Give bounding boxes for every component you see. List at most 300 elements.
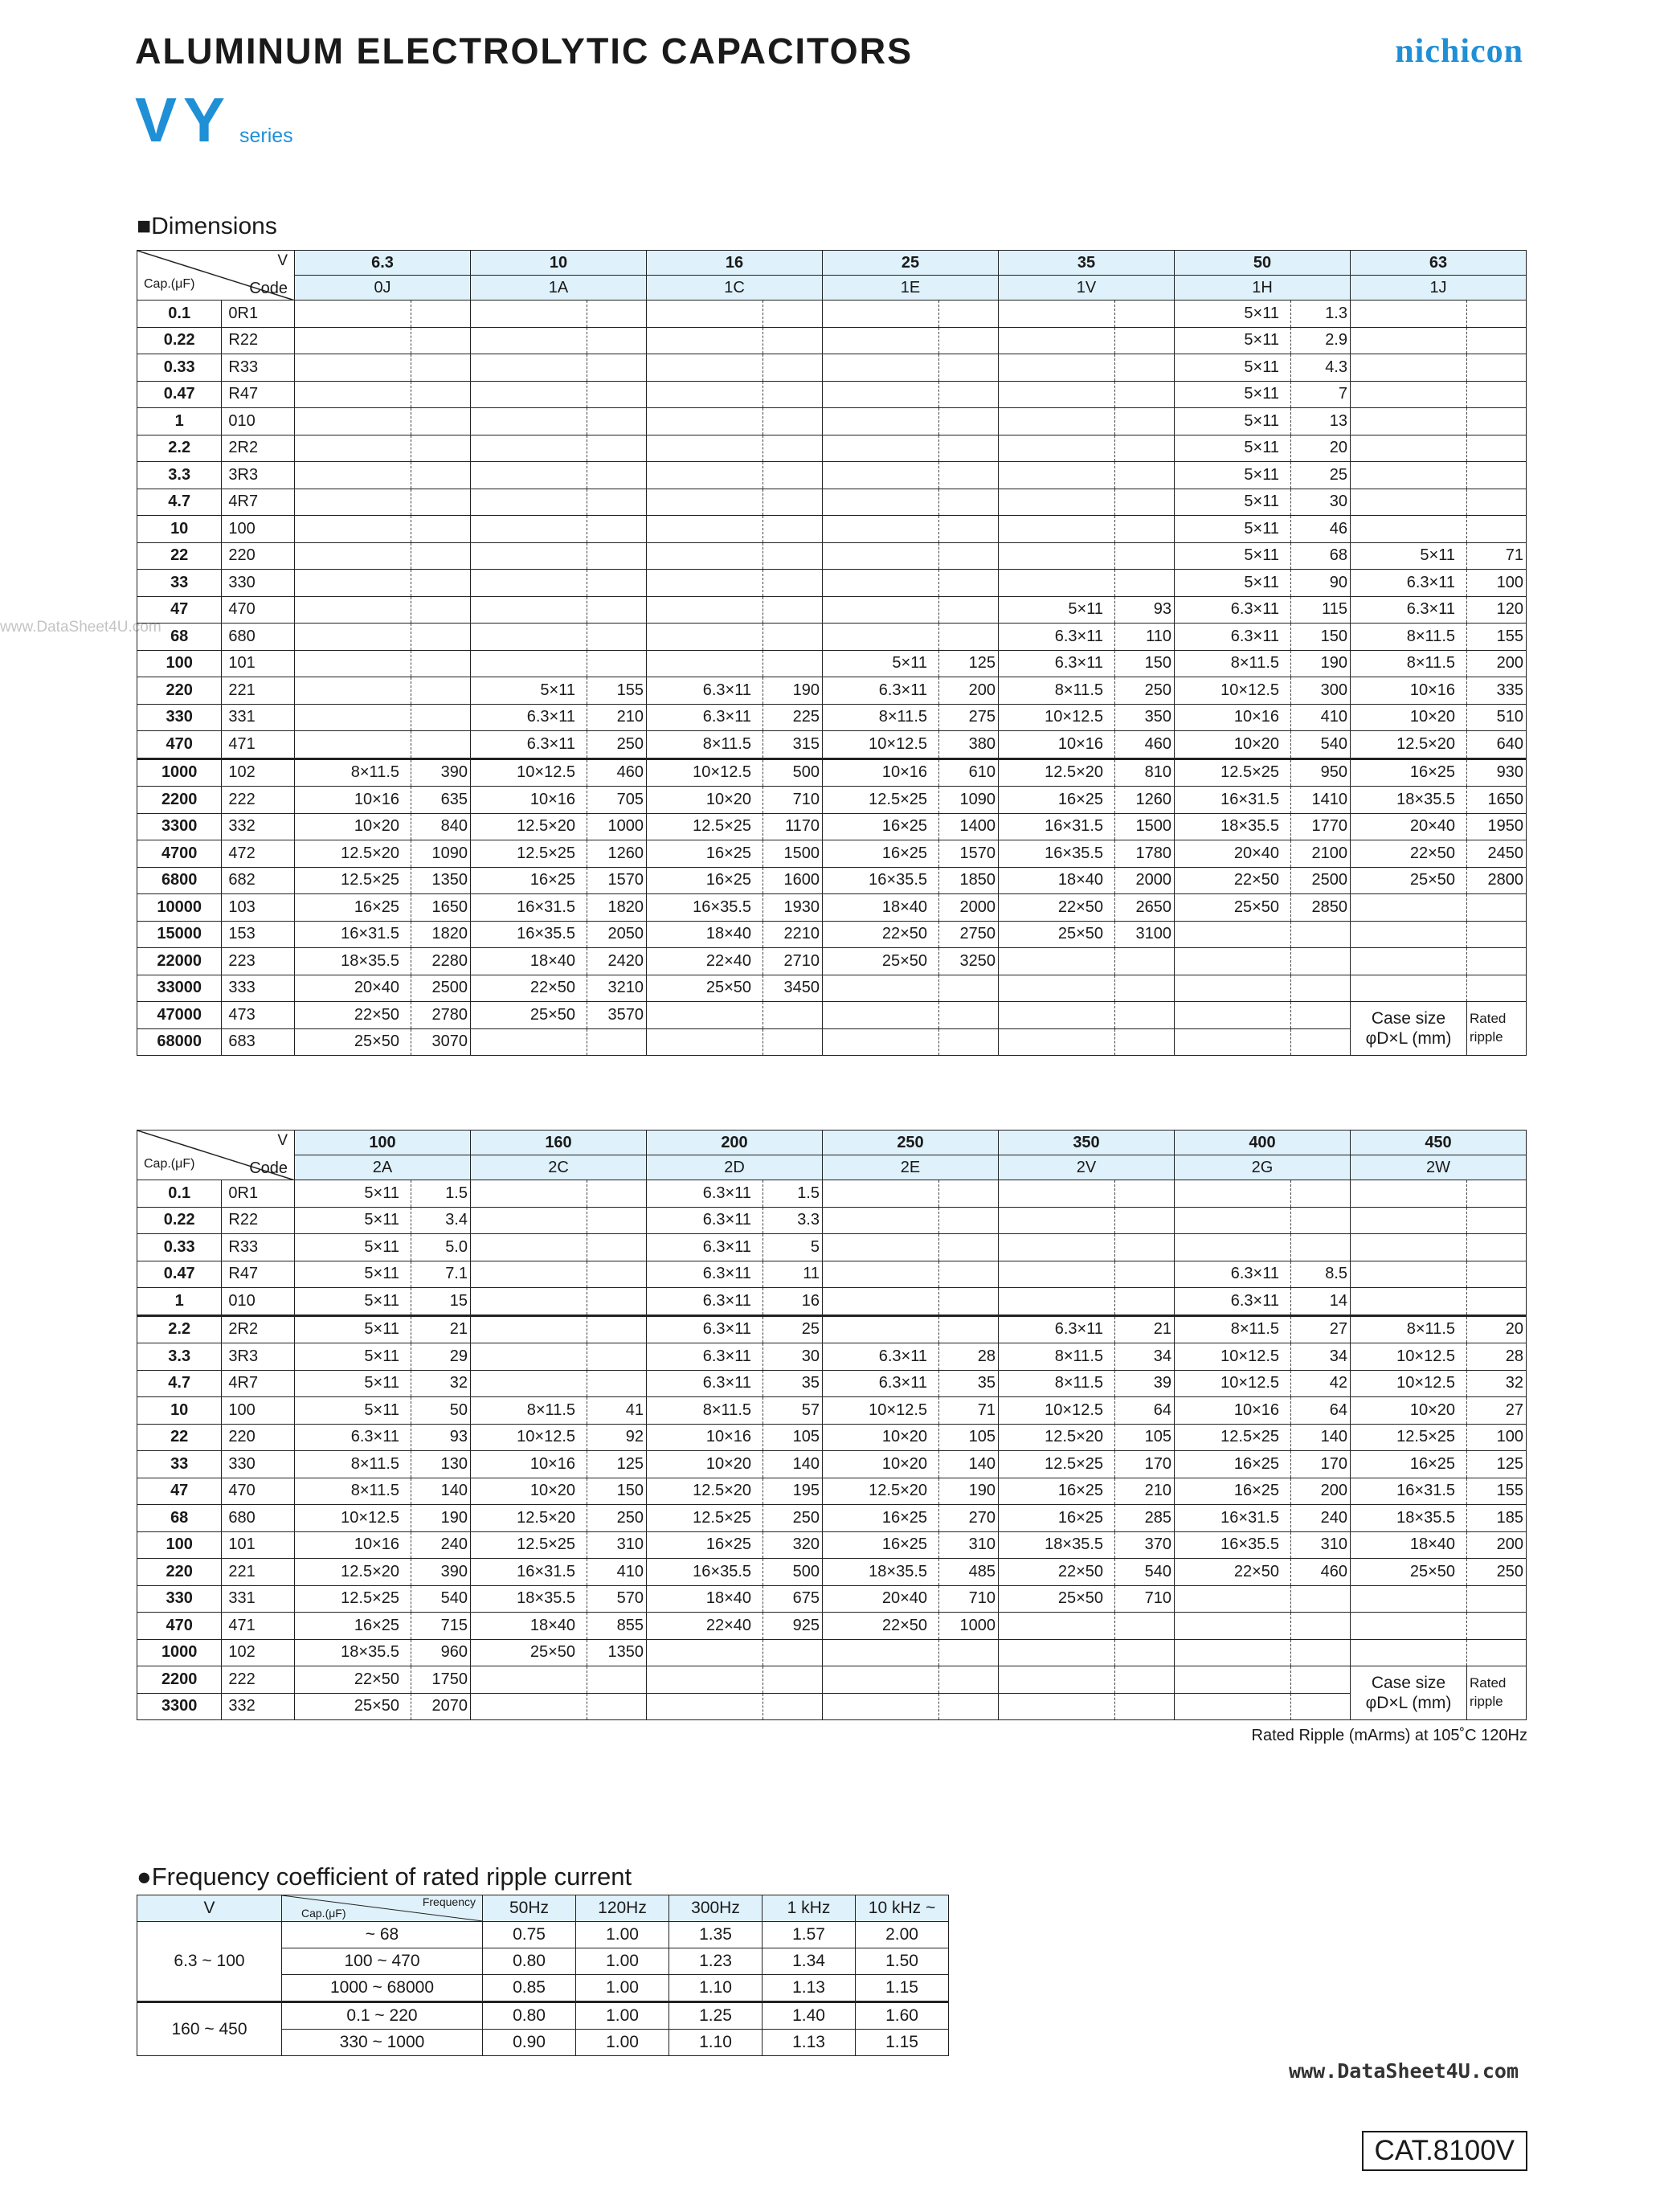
case-size-cell: 8×11.5 (471, 1397, 587, 1425)
ripple-cell (939, 1028, 999, 1056)
ripple-cell: 310 (587, 1531, 647, 1559)
case-size-cell: 18×40 (471, 948, 587, 975)
ripple-cell: 3450 (763, 975, 823, 1002)
case-size-cell: 8×11.5 (1351, 650, 1467, 677)
capacitance-cell-inner (137, 1694, 294, 1720)
ripple-cell: 485 (939, 1559, 999, 1586)
capacitance-cell-inner (137, 814, 294, 840)
case-size-cell (647, 542, 763, 570)
ripple-cell: 960 (411, 1639, 471, 1666)
capacitance-cell-inner (137, 705, 294, 731)
case-size-cell: 6.3×11 (1175, 624, 1291, 651)
capacitance-value: 33 (170, 573, 189, 591)
table-row (137, 1234, 1527, 1261)
ripple-cell: 185 (1467, 1505, 1527, 1532)
capacitance-code: 473 (221, 1002, 294, 1028)
case-size-cell: 5×11 (1175, 354, 1291, 382)
ripple-cell: 30 (763, 1343, 823, 1371)
case-size-cell: 6.3×11 (647, 1261, 763, 1288)
case-size-cell: 16×25 (647, 1531, 763, 1559)
ripple-cell (1467, 975, 1527, 1002)
table-row (137, 1922, 949, 1948)
case-size-cell (823, 462, 939, 489)
case-size-cell: 10×12.5 (1175, 1343, 1291, 1371)
capacitance-code: 0R1 (221, 301, 294, 327)
ripple-cell (1115, 570, 1175, 597)
ripple-cell: 190 (411, 1505, 471, 1532)
case-size-cell: 8×11.5 (1175, 1315, 1291, 1343)
catalog-number: CAT.8100V (1362, 2131, 1527, 2171)
capacitance-cell-inner (137, 948, 294, 975)
ripple-cell: 200 (1467, 650, 1527, 677)
case-size-cell (1175, 1002, 1291, 1029)
capacitance-range: 330 ~ 1000 (282, 2030, 483, 2056)
case-size-cell (999, 327, 1115, 354)
capacitance-value: 47 (170, 1482, 189, 1500)
case-size-cell (471, 596, 587, 624)
ripple-cell (411, 462, 471, 489)
case-size-cell: 10×20 (823, 1424, 939, 1451)
capacitance-cell-inner (137, 1371, 294, 1397)
ripple-cell (1467, 1288, 1527, 1316)
capacitance-cell (137, 1207, 295, 1234)
case-size-cell: 25×50 (823, 948, 939, 975)
ripple-cell (1115, 1261, 1175, 1288)
capacitance-cell (137, 840, 295, 868)
case-size-cell (999, 975, 1115, 1002)
ripple-cell: 1260 (1115, 787, 1175, 814)
ripple-cell: 120 (1467, 596, 1527, 624)
capacitance-code: 102 (221, 760, 294, 787)
ripple-cell (1291, 948, 1351, 975)
ripple-cell: 1350 (411, 867, 471, 894)
frequency-header: 300Hz (669, 1895, 763, 1922)
case-size-cell (1351, 1234, 1467, 1261)
corner-voltage-label: V (277, 1132, 288, 1149)
ripple-cell: 335 (1467, 677, 1527, 705)
capacitance-value: 68 (170, 627, 189, 645)
ripple-cell (1291, 1585, 1351, 1613)
capacitance-value: 4700 (161, 844, 198, 862)
capacitance-code: 331 (221, 705, 294, 731)
capacitance-code: 331 (221, 1586, 294, 1613)
capacitance-cell (137, 327, 295, 354)
capacitance-cell-inner (137, 1397, 294, 1424)
case-size-cell (647, 650, 763, 677)
ripple-cell (1115, 542, 1175, 570)
capacitance-value: 0.1 (168, 1184, 191, 1202)
ripple-cell: 41 (587, 1397, 647, 1425)
ripple-cell (411, 704, 471, 731)
capacitance-code: 471 (221, 731, 294, 758)
ripple-cell (411, 489, 471, 516)
case-size-cell: 25×50 (1351, 1559, 1467, 1586)
table-row (137, 1002, 1527, 1029)
table-row (137, 462, 1527, 489)
ripple-cell: 2850 (1291, 894, 1351, 922)
coefficient-cell: 1.10 (669, 2030, 763, 2056)
ripple-cell: 13 (1291, 408, 1351, 435)
case-size-cell (1351, 381, 1467, 408)
case-size-cell: 16×31.5 (1351, 1478, 1467, 1505)
ripple-cell (763, 650, 823, 677)
coefficient-cell: 1.15 (856, 1975, 949, 2002)
bullet-icon: ● (137, 1862, 152, 1891)
capacitance-cell-inner (137, 1613, 294, 1639)
ripple-cell (587, 1028, 647, 1056)
case-size-cell (1175, 1180, 1291, 1208)
ripple-cell (939, 1234, 999, 1261)
ripple-cell: 1260 (587, 840, 647, 868)
ripple-cell (411, 624, 471, 651)
voltage-code-header: 2G (1175, 1155, 1351, 1180)
ripple-cell (587, 570, 647, 597)
ripple-cell (1291, 1613, 1351, 1640)
case-size-cell (295, 408, 411, 435)
ripple-cell (411, 596, 471, 624)
case-size-cell: 6.3×11 (647, 1315, 763, 1343)
capacitance-cell-inner (137, 1288, 294, 1315)
capacitance-code: 680 (221, 1505, 294, 1531)
legend-dimension-label: φD×L (mm) (1365, 1029, 1452, 1048)
ripple-cell (763, 301, 823, 328)
ripple-cell (763, 354, 823, 382)
case-size-cell (823, 1028, 939, 1056)
table-row (137, 731, 1527, 759)
capacitance-code: 471 (221, 1613, 294, 1639)
capacitance-cell (137, 921, 295, 948)
legend-rated-label: Rated (1470, 1675, 1507, 1691)
ripple-cell: 715 (411, 1613, 471, 1640)
case-size-cell (647, 489, 763, 516)
capacitance-code: 101 (221, 1532, 294, 1559)
case-size-cell: 6.3×11 (647, 1343, 763, 1371)
ripple-cell: 2500 (411, 975, 471, 1002)
case-size-cell: 10×20 (1351, 704, 1467, 731)
ripple-cell: 39 (1115, 1370, 1175, 1397)
ripple-cell: 710 (1115, 1585, 1175, 1613)
case-size-cell: 16×25 (999, 1505, 1115, 1532)
ripple-cell: 3100 (1115, 921, 1175, 948)
case-size-cell (999, 570, 1115, 597)
case-size-cell (823, 354, 939, 382)
ripple-cell: 35 (763, 1370, 823, 1397)
case-size-cell: 25×50 (471, 1002, 587, 1029)
ripple-cell: 2450 (1467, 840, 1527, 868)
capacitance-cell-inner (137, 868, 294, 894)
case-size-cell: 10×12.5 (1175, 677, 1291, 705)
ripple-cell: 310 (1291, 1531, 1351, 1559)
case-size-cell: 22×40 (647, 948, 763, 975)
case-size-cell: 8×11.5 (647, 1397, 763, 1425)
table-row (137, 758, 1527, 787)
ripple-cell: 150 (587, 1478, 647, 1505)
ripple-cell (1467, 1613, 1527, 1640)
case-size-cell (295, 516, 411, 543)
case-size-cell (647, 1028, 763, 1056)
ripple-cell: 1770 (1291, 813, 1351, 840)
case-size-cell (471, 1370, 587, 1397)
case-size-cell (823, 1180, 939, 1208)
ripple-cell (1115, 1666, 1175, 1694)
ripple-cell: 3250 (939, 948, 999, 975)
case-size-cell: 16×35.5 (647, 1559, 763, 1586)
capacitance-code: 330 (221, 570, 294, 596)
ripple-cell (1115, 1234, 1175, 1261)
ripple-cell: 1600 (763, 867, 823, 894)
ripple-cell: 1350 (587, 1639, 647, 1666)
ripple-cell: 190 (939, 1478, 999, 1505)
ripple-cell: 1820 (587, 894, 647, 922)
ripple-cell (1115, 435, 1175, 462)
ripple-cell: 200 (1467, 1531, 1527, 1559)
capacitance-cell-inner (137, 1029, 294, 1056)
capacitance-code: 221 (221, 1559, 294, 1585)
ripple-cell (939, 1180, 999, 1208)
capacitance-value: 10000 (157, 897, 202, 916)
case-size-cell (1175, 1613, 1291, 1640)
ripple-cell: 28 (1467, 1343, 1527, 1371)
capacitance-code: 332 (221, 1694, 294, 1720)
ripple-cell: 275 (939, 704, 999, 731)
series-label: series (239, 125, 293, 147)
capacitance-cell-inner (137, 1234, 294, 1261)
case-size-cell: 10×16 (295, 1531, 411, 1559)
capacitance-cell (137, 1234, 295, 1261)
case-size-cell (1351, 1261, 1467, 1288)
case-size-cell: 20×40 (1175, 840, 1291, 868)
case-size-cell (647, 624, 763, 651)
ripple-cell: 2420 (587, 948, 647, 975)
case-size-cell (295, 301, 411, 328)
ripple-cell (1291, 1639, 1351, 1666)
ripple-cell (939, 381, 999, 408)
case-size-cell (1351, 1585, 1467, 1613)
capacitance-code: 100 (221, 516, 294, 542)
case-size-cell (1351, 975, 1467, 1002)
case-size-cell (471, 542, 587, 570)
ripple-cell: 210 (587, 704, 647, 731)
case-size-cell: 5×11 (823, 650, 939, 677)
case-size-cell (471, 462, 587, 489)
ripple-cell: 2210 (763, 921, 823, 948)
frequency-header-row (137, 1895, 949, 1922)
ripple-cell: 3.4 (411, 1207, 471, 1234)
case-size-cell: 12.5×25 (295, 867, 411, 894)
case-size-cell: 16×25 (1175, 1451, 1291, 1478)
ripple-cell: 25 (1291, 462, 1351, 489)
corner-capacitance-label: Cap.(μF) (144, 277, 195, 291)
voltage-header: 35 (999, 251, 1175, 276)
capacitance-value: 0.47 (163, 1265, 195, 1283)
legend-dimension-label: φD×L (mm) (1365, 1694, 1452, 1712)
ripple-cell: 105 (763, 1424, 823, 1451)
ripple-cell (1467, 516, 1527, 543)
case-size-cell: 8×11.5 (823, 704, 939, 731)
table-row (137, 1613, 1527, 1640)
ripple-cell (1115, 381, 1175, 408)
capacitance-cell-inner (137, 1666, 294, 1693)
capacitance-code: 010 (221, 1288, 294, 1315)
case-size-cell: 25×50 (471, 1639, 587, 1666)
case-size-cell: 10×12.5 (647, 758, 763, 787)
ripple-cell (1467, 1180, 1527, 1208)
case-size-cell (647, 1666, 763, 1694)
capacitance-cell (137, 1613, 295, 1640)
ripple-cell: 15 (411, 1288, 471, 1316)
case-size-cell: 12.5×20 (471, 813, 587, 840)
ripple-cell: 930 (1467, 758, 1527, 787)
case-size-cell (999, 1288, 1115, 1316)
capacitance-cell (137, 1261, 295, 1288)
ripple-cell (939, 516, 999, 543)
case-size-cell: 10×16 (1351, 677, 1467, 705)
ripple-cell: 140 (763, 1451, 823, 1478)
capacitance-code: 682 (221, 868, 294, 894)
case-size-cell (999, 1234, 1115, 1261)
ripple-cell (1115, 301, 1175, 328)
ripple-cell (763, 1639, 823, 1666)
capacitance-value: 4.7 (168, 1374, 191, 1392)
table-row (137, 867, 1527, 894)
ripple-cell (1115, 1002, 1175, 1029)
case-size-cell: 5×11 (295, 1315, 411, 1343)
capacitance-cell (137, 1002, 295, 1029)
ripple-cell (1291, 1693, 1351, 1720)
ripple-cell: 540 (1291, 731, 1351, 759)
case-size-cell: 5×11 (295, 1288, 411, 1316)
case-size-cell: 5×11 (295, 1261, 411, 1288)
case-size-cell (1351, 301, 1467, 328)
capacitance-value: 220 (166, 1562, 193, 1580)
ripple-cell (411, 570, 471, 597)
table-row (137, 489, 1527, 516)
case-size-cell: 10×16 (1175, 1397, 1291, 1425)
case-size-cell (999, 301, 1115, 328)
capacitance-code: 470 (221, 597, 294, 624)
case-size-cell: 12.5×25 (471, 1531, 587, 1559)
case-size-cell (295, 624, 411, 651)
case-size-cell: 6.3×11 (471, 704, 587, 731)
case-size-cell: 6.3×11 (647, 677, 763, 705)
capacitance-code: 0R1 (221, 1180, 294, 1207)
case-size-cell: 10×20 (1351, 1397, 1467, 1425)
coefficient-cell: 1.40 (763, 2002, 856, 2030)
case-size-cell: 10×16 (471, 1451, 587, 1478)
table-row (137, 1585, 1527, 1613)
table-row (137, 301, 1527, 328)
ripple-cell (587, 1261, 647, 1288)
case-size-cell: 5×11 (1175, 435, 1291, 462)
case-size-cell: 18×40 (471, 1613, 587, 1640)
table-row (137, 354, 1527, 382)
ripple-cell: 57 (763, 1397, 823, 1425)
capacitance-code: 332 (221, 814, 294, 840)
frequency-heading-text: Frequency coefficient of rated ripple current (151, 1862, 632, 1891)
ripple-cell (763, 381, 823, 408)
ripple-cell (939, 301, 999, 328)
capacitance-cell (137, 1639, 295, 1666)
case-size-cell: 5×11 (295, 1234, 411, 1261)
case-size-cell: 10×12.5 (1175, 1370, 1291, 1397)
coefficient-cell: 1.60 (856, 2002, 949, 2030)
case-size-cell (471, 516, 587, 543)
case-size-cell (823, 624, 939, 651)
ripple-cell (763, 327, 823, 354)
frequency-header: 1 kHz (763, 1895, 856, 1922)
ripple-cell: 1090 (939, 787, 999, 814)
ripple-cell (587, 1180, 647, 1208)
legend-ripple-label: ripple (1470, 1029, 1503, 1045)
ripple-cell: 540 (411, 1585, 471, 1613)
capacitance-value: 2.2 (168, 1320, 191, 1339)
case-size-cell (471, 354, 587, 382)
ripple-cell (1467, 408, 1527, 435)
ripple-cell (1467, 948, 1527, 975)
table-row (137, 1531, 1527, 1559)
case-size-cell: 5×11 (295, 1397, 411, 1425)
case-size-cell: 18×35.5 (1175, 813, 1291, 840)
ripple-cell: 1780 (1115, 840, 1175, 868)
case-size-cell (295, 354, 411, 382)
case-size-cell (471, 1343, 587, 1371)
watermark-left: www.DataSheet4U.com (0, 619, 162, 636)
capacitance-cell (137, 1315, 295, 1343)
ripple-cell (939, 327, 999, 354)
case-size-cell: 18×35.5 (1351, 787, 1467, 814)
case-size-cell (471, 1234, 587, 1261)
capacitance-cell (137, 1288, 295, 1316)
case-size-cell: 16×31.5 (295, 921, 411, 948)
case-size-cell: 10×16 (471, 787, 587, 814)
ripple-cell: 195 (763, 1478, 823, 1505)
case-size-cell (471, 1288, 587, 1316)
capacitance-value: 470 (166, 1616, 193, 1634)
ripple-cell: 310 (939, 1531, 999, 1559)
capacitance-code: 333 (221, 975, 294, 1002)
capacitance-cell-inner (137, 328, 294, 354)
ripple-cell (763, 1028, 823, 1056)
case-size-cell (1351, 1288, 1467, 1316)
ripple-cell: 1820 (411, 921, 471, 948)
case-size-cell (999, 1639, 1115, 1666)
case-size-cell (1175, 921, 1291, 948)
voltage-code-header: 1A (471, 276, 647, 301)
ripple-cell (1467, 462, 1527, 489)
case-size-cell: 10×16 (823, 758, 939, 787)
case-size-cell (823, 975, 939, 1002)
capacitance-cell (137, 462, 295, 489)
ripple-cell: 320 (763, 1531, 823, 1559)
ripple-cell: 34 (1291, 1343, 1351, 1371)
capacitance-code: 472 (221, 840, 294, 867)
ripple-cell (587, 542, 647, 570)
case-size-cell: 16×25 (647, 840, 763, 868)
capacitance-cell-inner (137, 1180, 294, 1207)
case-size-cell (823, 542, 939, 570)
case-size-cell: 6.3×11 (823, 677, 939, 705)
case-size-cell (823, 1315, 939, 1343)
case-size-cell: 10×12.5 (471, 758, 587, 787)
capacitance-value: 0.47 (163, 385, 195, 403)
capacitance-cell (137, 1180, 295, 1208)
ripple-cell (587, 327, 647, 354)
case-size-cell: 5×11 (1175, 462, 1291, 489)
capacitance-cell (137, 301, 295, 328)
ripple-cell: 610 (939, 758, 999, 787)
capacitance-code: R47 (221, 1261, 294, 1288)
case-size-cell: 25×50 (999, 1585, 1115, 1613)
